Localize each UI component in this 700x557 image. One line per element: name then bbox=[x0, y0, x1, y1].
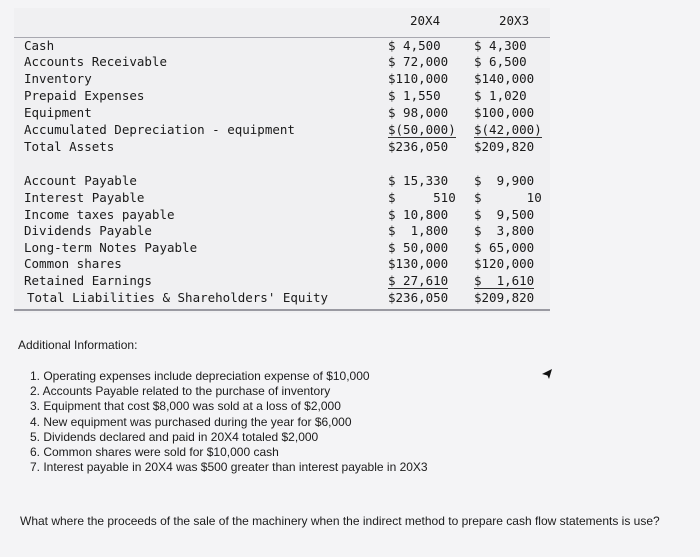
asset-row-prepaid-expenses bbox=[14, 88, 550, 105]
asset-row-cash bbox=[14, 38, 550, 55]
row-label: Total Assets bbox=[24, 139, 115, 154]
mouse-pointer-icon bbox=[540, 367, 554, 381]
footer-rule bbox=[14, 309, 550, 311]
value-20x3: $ 9,500 bbox=[474, 207, 535, 222]
value-20x4: $110,000 bbox=[388, 71, 449, 86]
value-20x4: $130,000 bbox=[388, 256, 449, 271]
row-label: Common shares bbox=[24, 256, 122, 271]
info-item: 1. Operating expenses include depreciation expense of $10,000 bbox=[30, 369, 370, 383]
question-text: What where the proceeds of the sale of the machinery when the indirect method to prepare cash flow statements is use? bbox=[20, 514, 660, 528]
row-label: Inventory bbox=[24, 71, 92, 86]
additional-info-title: Additional Information: bbox=[18, 338, 138, 352]
value-20x4: $ 27,610 bbox=[388, 273, 449, 288]
info-item: 4. New equipment was purchased during the year for $6,000 bbox=[30, 414, 352, 429]
value-20x3: $(42,000) bbox=[474, 122, 542, 137]
value-20x3: $ 9,900 bbox=[474, 173, 535, 188]
equity-row-retained-earnings bbox=[14, 273, 550, 290]
balance-sheet bbox=[14, 8, 550, 313]
row-label: Equipment bbox=[24, 105, 92, 120]
row-label: Interest Payable bbox=[24, 190, 145, 205]
row-label: Prepaid Expenses bbox=[24, 88, 145, 103]
info-item: 2. Accounts Payable related to the purchase of inventory bbox=[30, 384, 331, 399]
liability-row-long-term-notes-payable bbox=[14, 240, 550, 257]
value-20x3: $ 1,610 bbox=[474, 273, 535, 288]
value-20x3: $140,000 bbox=[474, 71, 535, 86]
value-20x4: $ 4,500 bbox=[388, 38, 441, 53]
asset-row-inventory bbox=[14, 71, 550, 88]
value-20x3: $100,000 bbox=[474, 105, 535, 120]
liability-row-dividends-payable bbox=[14, 223, 550, 240]
value-20x3: $ 10 bbox=[474, 190, 542, 205]
value-20x4: $ 1,800 bbox=[388, 223, 449, 238]
row-label: Retained Earnings bbox=[24, 273, 152, 288]
row-label: Accounts Receivable bbox=[24, 54, 167, 69]
row-label: Income taxes payable bbox=[24, 207, 175, 222]
liability-row-income-taxes-payable bbox=[14, 207, 550, 224]
info-item: 3. Equipment that cost $8,000 was sold at a loss of $2,000 bbox=[30, 399, 341, 414]
row-label: Accumulated Depreciation - equipment bbox=[24, 122, 295, 137]
value-20x3: $ 65,000 bbox=[474, 240, 535, 255]
value-20x3: $209,820 bbox=[474, 139, 535, 154]
row-label: Dividends Payable bbox=[24, 223, 152, 238]
value-20x4: $ 50,000 bbox=[388, 240, 449, 255]
asset-row-accumulated-depreciation bbox=[14, 122, 550, 139]
additional-info-list bbox=[30, 369, 428, 475]
value-20x4: $ 72,000 bbox=[388, 54, 449, 69]
value-20x4: $ 1,550 bbox=[388, 88, 441, 103]
value-20x4: $ 15,330 bbox=[388, 173, 449, 188]
asset-row-equipment bbox=[14, 105, 550, 122]
equity-row-common-shares bbox=[14, 256, 550, 273]
row-label: Long-term Notes Payable bbox=[24, 240, 198, 255]
value-20x4: $ 10,800 bbox=[388, 207, 449, 222]
row-label: Cash bbox=[24, 38, 55, 53]
liability-row-account-payable bbox=[14, 173, 550, 190]
value-20x3: $ 1,020 bbox=[474, 88, 527, 103]
value-20x3: $ 6,500 bbox=[474, 54, 527, 69]
value-20x4: $ 98,000 bbox=[388, 105, 449, 120]
row-label: Account Payable bbox=[24, 173, 137, 188]
value-20x4: $236,050 bbox=[388, 139, 449, 154]
info-item: 6. Common shares were sold for $10,000 cash bbox=[30, 445, 279, 460]
asset-row-accounts-receivable bbox=[14, 54, 550, 71]
column-header-20x4: 20X4 bbox=[410, 13, 441, 28]
info-item: 5. Dividends declared and paid in 20X4 totaled $2,000 bbox=[30, 429, 319, 444]
info-item: 7. Interest payable in 20X4 was $500 greater than interest payable in 20X3 bbox=[30, 460, 428, 475]
value-20x3: $ 4,300 bbox=[474, 38, 527, 53]
asset-row-total-assets bbox=[14, 139, 550, 156]
value-20x3: $120,000 bbox=[474, 256, 535, 271]
value-20x4: $236,050 bbox=[388, 290, 449, 305]
value-20x4: $ 510 bbox=[388, 190, 456, 205]
row-label: Total Liabilities & Shareholders' Equity bbox=[27, 290, 329, 305]
value-20x3: $209,820 bbox=[474, 290, 535, 305]
column-header-20x3: 20X3 bbox=[499, 13, 530, 28]
row-total-liabilities-equity bbox=[14, 290, 550, 307]
value-20x3: $ 3,800 bbox=[474, 223, 535, 238]
liability-row-interest-payable bbox=[14, 190, 550, 207]
value-20x4: $(50,000) bbox=[388, 122, 456, 137]
